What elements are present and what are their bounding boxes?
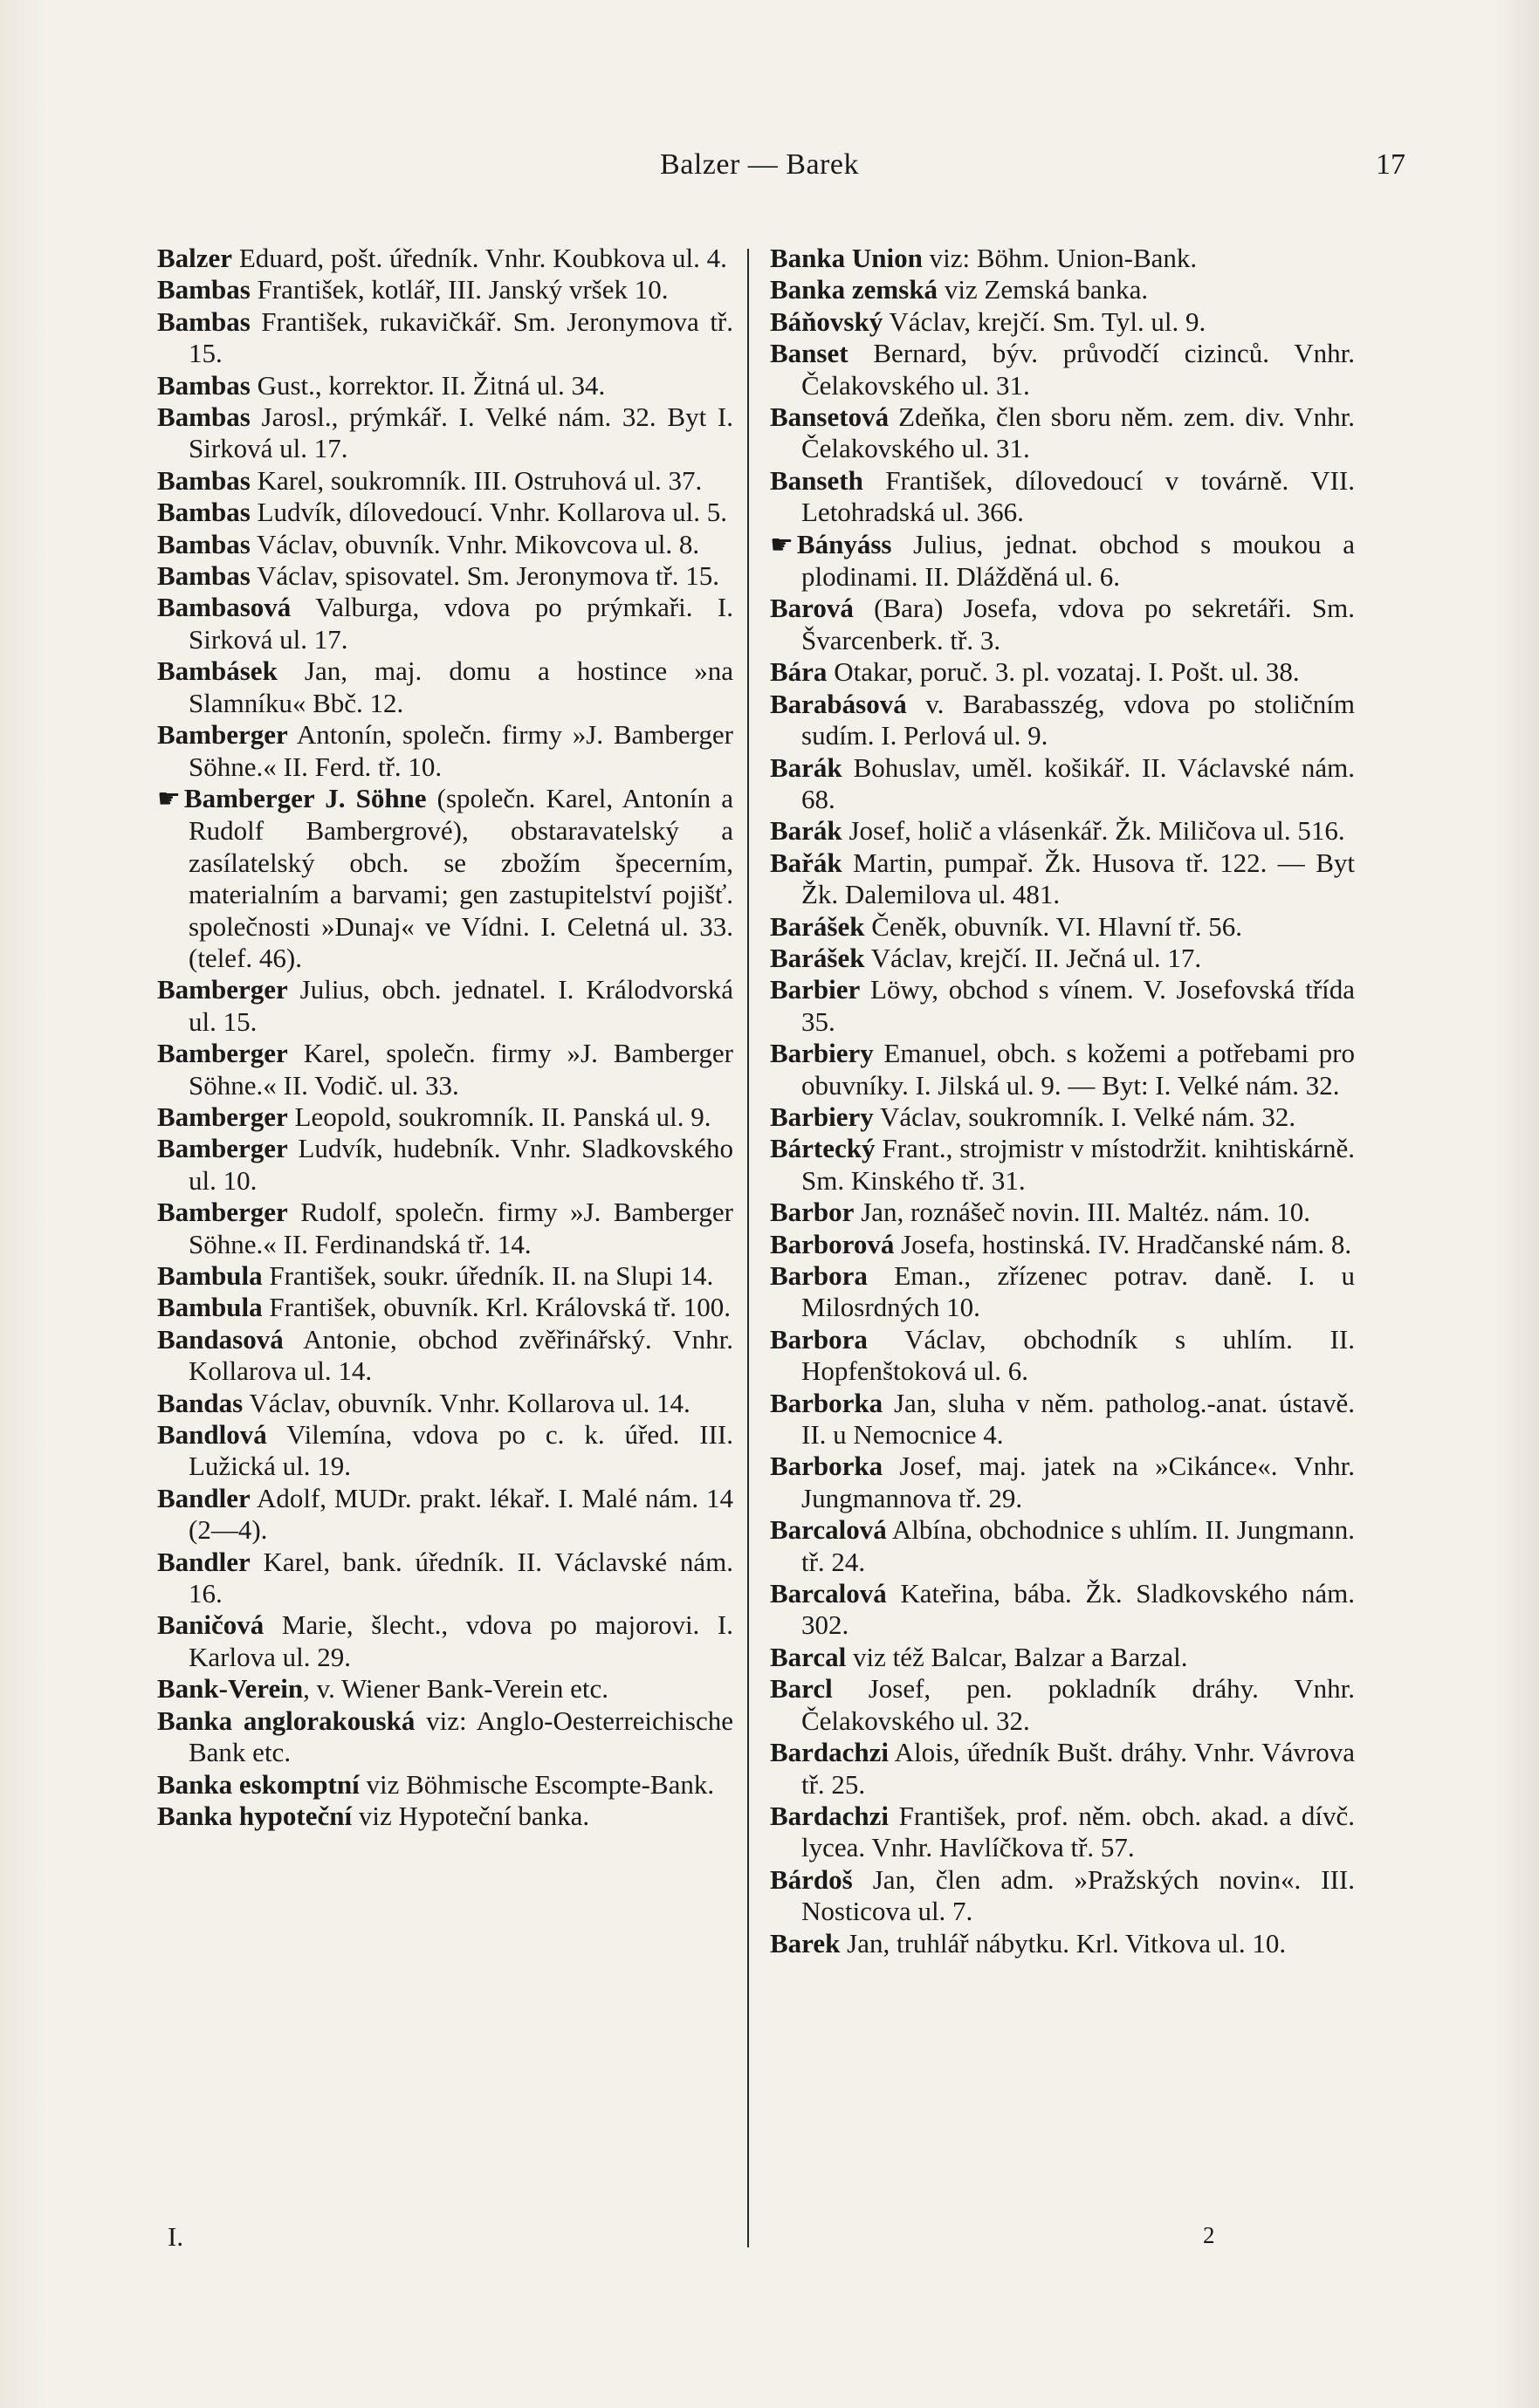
entry-surname: Barek bbox=[770, 1927, 841, 1959]
entry-surname: Barabásová bbox=[770, 688, 907, 719]
directory-entry bbox=[157, 783, 733, 974]
directory-entry bbox=[770, 1928, 1355, 1959]
directory-entry bbox=[157, 1388, 733, 1419]
entry-surname: Bandas bbox=[157, 1387, 244, 1418]
directory-entry bbox=[157, 243, 733, 274]
entry-details: Josef, holič a vlásenkář. Žk. Miličova ul. 516. bbox=[842, 815, 1345, 847]
entry-surname: Bamberger bbox=[157, 1038, 288, 1069]
entry-surname: Barbora bbox=[770, 1260, 868, 1291]
entry-details: (společn. Karel, Antonín a Rudolf Bambergrové), obstaravatelský a zasílatelský obch. se zbožím špecerním, materialním a barvami; gen zastupitelství pojišť. společnosti »Dunaj« ve Vídni. I. Celetná ul. 33. (telef. 46). bbox=[189, 782, 733, 973]
entry-details: Leopold, soukromník. II. Panská ul. 9. bbox=[287, 1101, 711, 1132]
directory-entry bbox=[770, 1578, 1355, 1642]
entry-surname: Bárdoš bbox=[770, 1863, 853, 1895]
entry-surname: Banka hypoteční bbox=[157, 1800, 353, 1831]
entry-surname: Barcalová bbox=[770, 1578, 887, 1609]
directory-entry bbox=[770, 1737, 1355, 1801]
directory-entry bbox=[770, 1864, 1355, 1928]
entry-details: Václav, krejčí. II. Ječná ul. 17. bbox=[864, 942, 1202, 973]
entry-surname: Barbora bbox=[770, 1323, 868, 1355]
entry-details: Antonie, obchod zvěřinářský. Vnhr. Kollarova ul. 14. bbox=[189, 1323, 733, 1387]
entry-surname: Banka eskomptní bbox=[157, 1768, 360, 1800]
directory-entry bbox=[770, 656, 1355, 688]
entry-surname: Bártecký bbox=[770, 1133, 876, 1164]
entry-details: Ludvík, dílovedoucí. Vnhr. Kollarova ul. 5. bbox=[250, 497, 727, 528]
entry-details: viz: Böhm. Union-Bank. bbox=[922, 243, 1198, 273]
entry-surname: Barcalová bbox=[770, 1514, 887, 1546]
directory-entry bbox=[157, 497, 733, 528]
directory-entry bbox=[770, 943, 1355, 974]
entry-surname: Barák bbox=[770, 815, 842, 847]
directory-entry bbox=[770, 689, 1355, 752]
entry-surname: Barášek bbox=[770, 910, 865, 942]
directory-entry bbox=[157, 1609, 733, 1673]
directory-entry bbox=[770, 1324, 1355, 1388]
entry-surname: Báňovský bbox=[770, 305, 883, 337]
entry-details: Gust., korrektor. II. Žitná ul. 34. bbox=[250, 369, 606, 401]
entry-details: Martin, pumpař. Žk. Husova tř. 122. — Byt Žk. Dalemilova ul. 481. bbox=[801, 847, 1355, 910]
directory-entry bbox=[770, 1451, 1355, 1514]
entry-details: Adolf, MUDr. prakt. lékař. I. Malé nám. 14 (2—4). bbox=[189, 1482, 733, 1546]
entry-surname: Banka anglorakouská bbox=[157, 1705, 416, 1736]
entry-details: Alois, úředník Bušt. dráhy. Vnhr. Vávrova tř. 25. bbox=[801, 1737, 1355, 1800]
directory-entry bbox=[157, 1419, 733, 1483]
entry-details: Václav, obchodník s uhlím. II. Hopfenštoková ul. 6. bbox=[801, 1323, 1355, 1387]
entry-surname: Bardachzi bbox=[770, 1737, 890, 1768]
entry-details: viz Böhmische Escompte-Bank. bbox=[359, 1768, 715, 1800]
directory-entry bbox=[770, 1197, 1355, 1228]
entry-details: Bohuslav, uměl. košikář. II. Václavské nám. 68. bbox=[801, 751, 1355, 814]
directory-entry bbox=[157, 1801, 733, 1832]
directory-entry bbox=[157, 1038, 733, 1101]
directory-entry bbox=[770, 1101, 1355, 1133]
directory-entry bbox=[157, 1483, 733, 1547]
entry-details: Ludvík, hudebník. Vnhr. Sladkovského ul. 10. bbox=[189, 1133, 733, 1196]
entry-details: František, prof. něm. obch. akad. a dívč. lycea. Vnhr. Havlíčkova tř. 57. bbox=[801, 1800, 1355, 1863]
directory-entry bbox=[770, 1038, 1355, 1101]
entry-details: Kateřina, bába. Žk. Sladkovského nám. 302. bbox=[801, 1578, 1355, 1641]
entry-details: Jan, maj. domu a hostince »na Slamníku« Bbč. 12. bbox=[189, 655, 733, 718]
entry-surname: Barcal bbox=[770, 1641, 847, 1672]
directory-entry bbox=[770, 529, 1355, 593]
entry-surname: Bambula bbox=[157, 1292, 263, 1323]
entry-details: Julius, jednat. obchod s moukou a plodinami. II. Dlážděná ul. 6. bbox=[801, 528, 1355, 593]
signature-mark-left: I. bbox=[168, 2221, 184, 2252]
directory-entry bbox=[157, 1324, 733, 1388]
entry-surname: Barborka bbox=[770, 1387, 883, 1418]
directory-entry bbox=[157, 1769, 733, 1801]
directory-entry bbox=[770, 752, 1355, 816]
directory-entry bbox=[770, 1388, 1355, 1451]
entry-surname: Banset bbox=[770, 338, 849, 369]
entry-details: František, rukavičkář. Sm. Jeronymova tř. 15. bbox=[189, 305, 733, 369]
entry-surname: Bardachzi bbox=[770, 1800, 890, 1831]
entry-details: Löwy, obchod s vínem. V. Josefovská třída 35. bbox=[801, 974, 1355, 1037]
entry-details: Jan, truhlář nábytku. Krl. Vitkova ul. 10. bbox=[840, 1927, 1287, 1959]
entry-details: viz: Anglo-Oesterreichische Bank etc. bbox=[189, 1705, 734, 1768]
entry-details: Jan, roznášeč novin. III. Maltéz. nám. 10. bbox=[854, 1197, 1310, 1228]
directory-entry bbox=[770, 974, 1355, 1038]
entry-details: Václav, spisovatel. Sm. Jeronymova tř. 15. bbox=[250, 560, 720, 592]
entry-surname: Bandasová bbox=[157, 1323, 284, 1355]
directory-entry bbox=[770, 306, 1355, 338]
entry-surname: Bambas bbox=[157, 369, 251, 401]
entry-surname: Barbiery bbox=[770, 1038, 874, 1069]
signature-mark-right: 2 bbox=[1203, 2222, 1215, 2248]
directory-entry bbox=[157, 974, 733, 1038]
directory-entry bbox=[770, 847, 1355, 911]
entry-surname: Bambas bbox=[157, 305, 251, 337]
entry-surname: Bamberger J. Söhne bbox=[183, 782, 427, 813]
entry-details: Eman., zřízenec potrav. daně. I. u Milosrdných 10. bbox=[801, 1260, 1355, 1323]
entry-surname: Barborová bbox=[770, 1228, 895, 1259]
entry-surname: Bambasová bbox=[157, 592, 292, 623]
entry-details: (Bara) Josefa, vdova po sekretáři. Sm. Švarcenberk. tř. 3. bbox=[801, 593, 1355, 655]
entry-details: Václav, krejčí. Sm. Tyl. ul. 9. bbox=[883, 305, 1206, 337]
directory-entry bbox=[770, 1260, 1355, 1324]
entry-details: Josef, pen. pokladník dráhy. Vnhr. Čelakovského ul. 32. bbox=[801, 1673, 1355, 1736]
entry-details: František, kotlář, III. Janský vršek 10. bbox=[250, 274, 669, 305]
directory-entry bbox=[770, 1801, 1355, 1864]
entry-details: Čeněk, obuvník. VI. Hlavní tř. 56. bbox=[864, 910, 1243, 942]
entry-surname: Barcl bbox=[770, 1673, 833, 1705]
page-number: 17 bbox=[1376, 148, 1405, 181]
entry-details: Václav, obuvník. Vnhr. Mikovcova ul. 8. bbox=[250, 528, 700, 559]
directory-entry bbox=[157, 370, 733, 401]
entry-details: Karel, bank. úředník. II. Václavské nám. 16. bbox=[189, 1546, 733, 1609]
entry-surname: Bányáss bbox=[796, 528, 892, 559]
entry-surname: Barbier bbox=[770, 974, 861, 1005]
entry-details: viz Zemská banka. bbox=[938, 274, 1149, 305]
directory-entry bbox=[770, 401, 1355, 465]
left-column bbox=[157, 243, 733, 1832]
directory-entry bbox=[157, 465, 733, 497]
entry-surname: Barová bbox=[770, 593, 854, 624]
entry-details: Karel, společn. firmy »J. Bamberger Söhne.« II. Vodič. ul. 33. bbox=[189, 1038, 733, 1101]
directory-entry bbox=[157, 1197, 733, 1260]
entry-details: Valburga, vdova po prýmkaři. I. Sirková ul. 17. bbox=[189, 592, 733, 655]
directory-entry bbox=[157, 1133, 733, 1197]
entry-details: Rudolf, společn. firmy »J. Bamberger Söhne.« II. Ferdinandská tř. 14. bbox=[189, 1197, 733, 1259]
entry-surname: Banka zemská bbox=[770, 274, 938, 305]
entry-surname: Bank-Verein bbox=[157, 1673, 304, 1705]
directory-entry bbox=[157, 274, 733, 305]
entry-details: viz též Balcar, Balzar a Barzal. bbox=[846, 1641, 1188, 1672]
entry-details: Václav, soukromník. I. Velké nám. 32. bbox=[873, 1101, 1296, 1132]
entry-surname: Bambas bbox=[157, 401, 251, 433]
entry-details: Albína, obchodnice s uhlím. II. Jungmann. tř. 24. bbox=[801, 1514, 1355, 1577]
pointing-hand-icon: ☛ bbox=[770, 529, 794, 560]
running-header bbox=[148, 148, 1405, 192]
header-title: Balzer — Barek bbox=[660, 148, 859, 181]
entry-details: Julius, obch. jednatel. I. Králodvorská ul. 15. bbox=[189, 974, 733, 1037]
entry-details: František, obuvník. Krl. Královská tř. 100. bbox=[262, 1292, 732, 1323]
entry-details: Otakar, poruč. 3. pl. vozataj. I. Pošt. ul. 38. bbox=[827, 656, 1300, 688]
entry-details: Antonín, společn. firmy »J. Bamberger Söhne.« II. Ferd. tř. 10. bbox=[189, 719, 733, 782]
entry-surname: Bára bbox=[770, 656, 828, 688]
entry-details: Josefa, hostinská. IV. Hradčanské nám. 8. bbox=[894, 1228, 1352, 1259]
entry-surname: Bandlová bbox=[157, 1419, 267, 1451]
entry-surname: Banka Union bbox=[770, 243, 923, 273]
entry-details: Zdeňka, člen sboru něm. zem. div. Vnhr. Čelakovského ul. 31. bbox=[801, 401, 1355, 464]
entry-surname: Bambas bbox=[157, 497, 251, 528]
entry-surname: Barášek bbox=[770, 942, 865, 973]
directory-entry bbox=[770, 274, 1355, 305]
directory-entry bbox=[770, 243, 1355, 274]
entry-surname: Bandler bbox=[157, 1546, 251, 1577]
directory-entry bbox=[157, 1673, 733, 1705]
pointing-hand-icon: ☛ bbox=[157, 783, 181, 814]
directory-entry bbox=[770, 1133, 1355, 1197]
entry-details: Marie, šlecht., vdova po majorovi. I. Karlova ul. 29. bbox=[189, 1609, 733, 1672]
entry-surname: Bamberger bbox=[157, 974, 288, 1005]
entry-details: Jarosl., prýmkář. I. Velké nám. 32. Byt I. Sirková ul. 17. bbox=[189, 401, 733, 464]
entry-details: Vilemína, vdova po c. k. úřed. III. Lužická ul. 19. bbox=[189, 1419, 733, 1482]
entry-surname: Bansetová bbox=[770, 401, 890, 433]
directory-entry bbox=[157, 401, 733, 465]
entry-surname: Barbor bbox=[770, 1197, 855, 1228]
entry-surname: Bamberger bbox=[157, 1197, 288, 1228]
entry-surname: Barborka bbox=[770, 1451, 883, 1482]
directory-entry bbox=[770, 815, 1355, 847]
directory-entry bbox=[770, 338, 1355, 401]
entry-details: viz Hypoteční banka. bbox=[352, 1800, 590, 1831]
directory-entry bbox=[157, 1547, 733, 1610]
entry-details: Bernard, býv. průvodčí cizinců. Vnhr. Čelakovského ul. 31. bbox=[801, 338, 1355, 401]
directory-entry bbox=[157, 655, 733, 719]
directory-entry bbox=[157, 1101, 733, 1133]
directory-entry bbox=[770, 1673, 1355, 1737]
directory-entry bbox=[770, 1642, 1355, 1673]
directory-entry bbox=[157, 306, 733, 370]
entry-surname: Balzer bbox=[157, 243, 233, 273]
entry-surname: Barák bbox=[770, 751, 842, 783]
entry-details: Jan, sluha v něm. patholog.-anat. ústavě. II. u Nemocnice 4. bbox=[801, 1387, 1355, 1451]
entry-surname: Bambas bbox=[157, 528, 251, 559]
entry-details: v. Barabasszég, vdova po stoličním sudím. I. Perlová ul. 9. bbox=[801, 688, 1355, 751]
entry-details: Karel, soukromník. III. Ostruhová ul. 37. bbox=[250, 464, 703, 496]
directory-entry bbox=[770, 1514, 1355, 1578]
entry-details: Josef, maj. jatek na »Cikánce«. Vnhr. Jungmannova tř. 29. bbox=[801, 1451, 1355, 1513]
entry-details: Václav, obuvník. Vnhr. Kollarova ul. 14. bbox=[243, 1387, 690, 1418]
directory-entry bbox=[770, 911, 1355, 943]
entry-details: Emanuel, obch. s kožemi a potřebami pro obuvníky. I. Jilská ul. 9. — Byt: I. Velké nám. 32. bbox=[801, 1038, 1355, 1101]
entry-surname: Bambas bbox=[157, 274, 251, 305]
entry-details: Jan, člen adm. »Pražských novin«. III. Nosticova ul. 7. bbox=[801, 1863, 1355, 1927]
entry-surname: Bambas bbox=[157, 464, 251, 496]
entry-details: František, soukr. úředník. II. na Slupi 14. bbox=[262, 1260, 714, 1291]
entry-surname: Bamberger bbox=[157, 1101, 288, 1132]
entry-details: František, dílovedoucí v továrně. VII. Letohradská ul. 366. bbox=[801, 464, 1355, 528]
directory-entry bbox=[770, 1229, 1355, 1260]
entry-surname: Bamberger bbox=[157, 719, 288, 751]
directory-entry bbox=[157, 1292, 733, 1323]
directory-entry bbox=[157, 1260, 733, 1292]
directory-entry bbox=[157, 560, 733, 592]
directory-entry bbox=[157, 592, 733, 655]
entry-details: Frant., strojmistr v místodržit. knihtiskárně. Sm. Kinského tř. 31. bbox=[801, 1133, 1355, 1196]
entry-surname: Barbiery bbox=[770, 1101, 874, 1132]
right-column bbox=[770, 243, 1355, 1959]
entry-surname: Bambas bbox=[157, 560, 251, 592]
entry-details: , v. Wiener Bank-Verein etc. bbox=[303, 1673, 609, 1705]
entry-details: Eduard, pošt. úředník. Vnhr. Koubkova ul. 4. bbox=[232, 243, 727, 273]
directory-entry bbox=[770, 593, 1355, 656]
entry-surname: Bambula bbox=[157, 1260, 263, 1291]
directory-entry bbox=[157, 719, 733, 783]
entry-surname: Baničová bbox=[157, 1609, 265, 1641]
entry-surname: Bamberger bbox=[157, 1133, 288, 1164]
entry-surname: Bandler bbox=[157, 1482, 251, 1513]
directory-entry bbox=[157, 1705, 733, 1769]
column-divider bbox=[747, 249, 749, 2247]
entry-surname: Bambásek bbox=[157, 655, 278, 687]
directory-entry bbox=[157, 529, 733, 560]
entry-surname: Banseth bbox=[770, 464, 863, 496]
entry-surname: Bařák bbox=[770, 847, 842, 878]
directory-entry bbox=[770, 465, 1355, 529]
